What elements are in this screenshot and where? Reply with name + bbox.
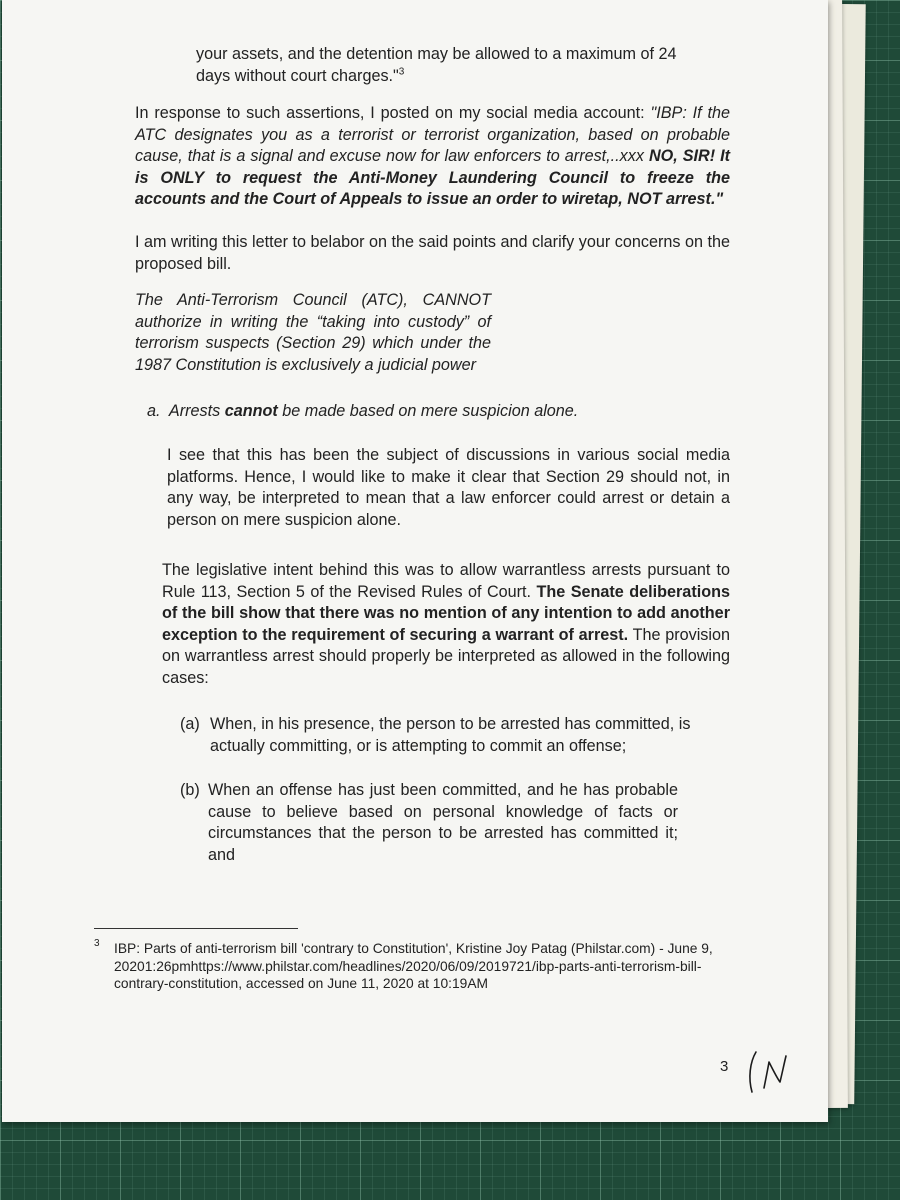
intent-emphasis: The Senate deliberations of the bill show that there was no mention of any intention to add another exception to the requirement of securing a warrant of arrest. bbox=[162, 582, 730, 644]
case-a-text: When, in his presence, the person to be arrested has committed, is actually committing, or is attempting to commit an offense; bbox=[210, 715, 691, 755]
intent-text-end: The provision on warrantless arrest should properly be interpreted as allowed in the following cases: bbox=[162, 625, 730, 687]
intent-text: The legislative intent behind this was to allow warrantless arrests pursuant to Rule 113, Section 5 of the Revised Rules of Court. bbox=[162, 561, 730, 601]
item-a-text-end: be made based on mere suspicion alone. bbox=[277, 402, 579, 420]
quote-text: your assets, and the detention may be allowed to a maximum of 24 days without court charges." bbox=[196, 45, 677, 85]
response-text: In response to such assertions, I posted on my social media account: bbox=[135, 104, 651, 122]
case-a-marker: (a) bbox=[180, 715, 200, 733]
quote-continuation bbox=[196, 44, 696, 87]
response-paragraph bbox=[135, 103, 730, 211]
handwritten-initials bbox=[742, 1048, 802, 1096]
case-b-text: When an offense has just been committed, and he has probable cause to believe based on personal knowledge of facts or circumstances that the person to be arrested has committed it; and bbox=[208, 781, 678, 864]
page-number: 3 bbox=[720, 1058, 729, 1075]
section-heading: The Anti-Terrorism Council (ATC), CANNOT authorize in writing the “taking into custody” of terrorism suspects (Section 29) which under the 1987 Constitution is exclusively a judicial power bbox=[135, 291, 491, 374]
social-media-quote: "IBP: If the ATC designates you as a terrorist or terrorist organization, based on probable cause, that is a signal and excuse now for law enforcers to arrest,..xxx bbox=[135, 104, 730, 165]
footnote-text: IBP: Parts of anti-terrorism bill 'contrary to Constitution', Kristine Joy Patag (Philstar.com) - June 9, 20201:26pmhttps://www.philstar.com/headlines/2020/06/09/2019721/ibp-parts-anti-terrorism-bill-contrary-constitution, accessed on June 11, 2020 at 10:19AM bbox=[114, 941, 713, 991]
item-a-emphasis: cannot bbox=[224, 402, 278, 420]
item-a bbox=[147, 401, 707, 423]
legislative-intent-paragraph bbox=[162, 560, 730, 689]
item-a-text: Arrests bbox=[168, 402, 225, 420]
case-b-marker: (b) bbox=[180, 781, 200, 799]
social-media-quote-emphasis: NO, SIR! It is ONLY to request the Anti-Money Laundering Council to freeze the accounts and the Court of Appeals to issue an order to wiretap, NOT arrest." bbox=[135, 147, 730, 208]
footnote-number: 3 bbox=[94, 938, 100, 949]
footnote-reference: 3 bbox=[398, 66, 405, 78]
document-page bbox=[2, 0, 828, 1122]
purpose-paragraph: I am writing this letter to belabor on the said points and clarify your concerns on the proposed bill. bbox=[135, 233, 730, 273]
discussion-paragraph: I see that this has been the subject of discussions in various social media platforms. Hence, I would like to make it clear that Section 29 should not, in any way, be interpreted to mean that a law enforcer could arrest or detain a person on mere suspicion alone. bbox=[167, 446, 730, 529]
footnote-divider bbox=[94, 928, 298, 929]
item-a-marker: a. bbox=[147, 402, 161, 420]
